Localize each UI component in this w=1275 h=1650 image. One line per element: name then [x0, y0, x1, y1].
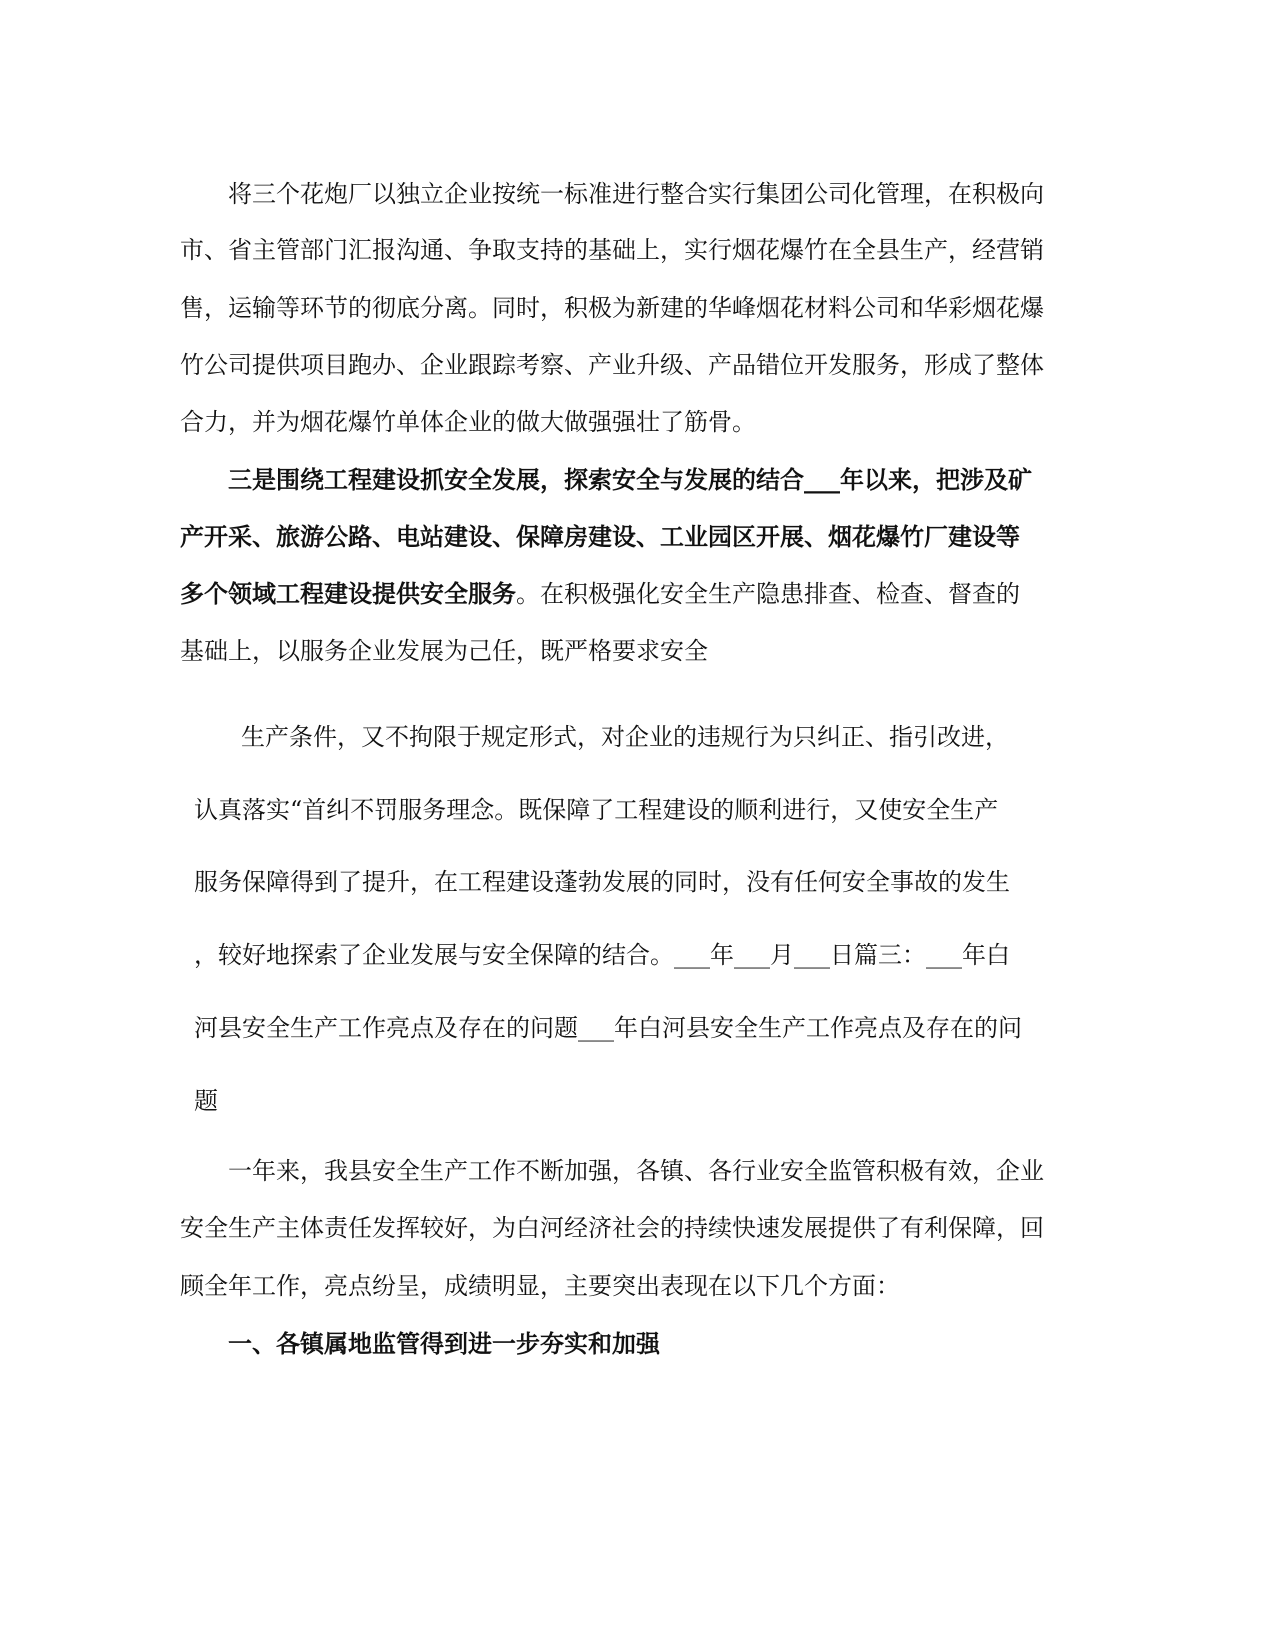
paragraph-1-line-1: 将三个花炮厂以独立企业按统一标准进行整合实行集团公司化管理，在积极向	[228, 180, 1044, 208]
paragraph-3-line-3: 服务保障得到了提升，在工程建设蓬勃发展的同时，没有任何安全事故的发生	[194, 868, 1010, 896]
paragraph-1-line-5: 合力，并为烟花爆竹单体企业的做大做强强壮了筋骨。	[180, 408, 756, 436]
paragraph-2-line-3	[180, 578, 1020, 610]
paragraph-2-bold-line-2: 产开采、旅游公路、电站建设、保障房建设、工业园区开展、烟花爆竹厂建设等	[180, 522, 1020, 551]
paragraph-2-bold-line-3: 多个领域工程建设提供安全服务	[180, 579, 516, 608]
paragraph-4-line-2: 安全生产主体责任发挥较好，为白河经济社会的持续快速发展提供了有利保障，回	[180, 1214, 1044, 1242]
paragraph-4-line-3: 顾全年工作，亮点纷呈，成绩明显，主要突出表现在以下几个方面：	[180, 1272, 900, 1300]
paragraph-2-line-4: 基础上，以服务企业发展为己任，既严格要求安全	[180, 637, 708, 665]
paragraph-3-line-6: 题	[194, 1087, 218, 1115]
paragraph-2-bold-line-1: 三是围绕工程建设抓安全发展，探索安全与发展的结合___年以来，把涉及矿	[228, 465, 1032, 494]
paragraph-3-line-4: ，较好地探索了企业发展与安全保障的结合。___年___月___日篇三：___年白	[194, 941, 1010, 969]
paragraph-1-line-3: 售，运输等环节的彻底分离。同时，积极为新建的华峰烟花材料公司和华彩烟花爆	[180, 294, 1044, 322]
paragraph-1-line-4: 竹公司提供项目跑办、企业跟踪考察、产业升级、产品错位开发服务，形成了整体	[180, 351, 1044, 379]
paragraph-4-line-1: 一年来，我县安全生产工作不断加强，各镇、各行业安全监管积极有效，企业	[228, 1157, 1044, 1185]
paragraph-3-line-5: 河县安全生产工作亮点及存在的问题___年白河县安全生产工作亮点及存在的问	[194, 1014, 1022, 1042]
paragraph-3-line-2: 认真落实“首纠不罚服务理念。既保障了工程建设的顺利进行，又使安全生产	[194, 796, 999, 824]
paragraph-3-line-1: 生产条件，又不拘限于规定形式，对企业的违规行为只纠正、指引改进，	[241, 723, 1009, 751]
section-heading: 一、各镇属地监管得到进一步夯实和加强	[228, 1329, 660, 1358]
paragraph-1-line-2: 市、省主管部门汇报沟通、争取支持的基础上，实行烟花爆竹在全县生产，经营销	[180, 236, 1044, 264]
paragraph-2-line-3-rest: 。在积极强化安全生产隐患排查、检查、督查的	[516, 580, 1020, 608]
